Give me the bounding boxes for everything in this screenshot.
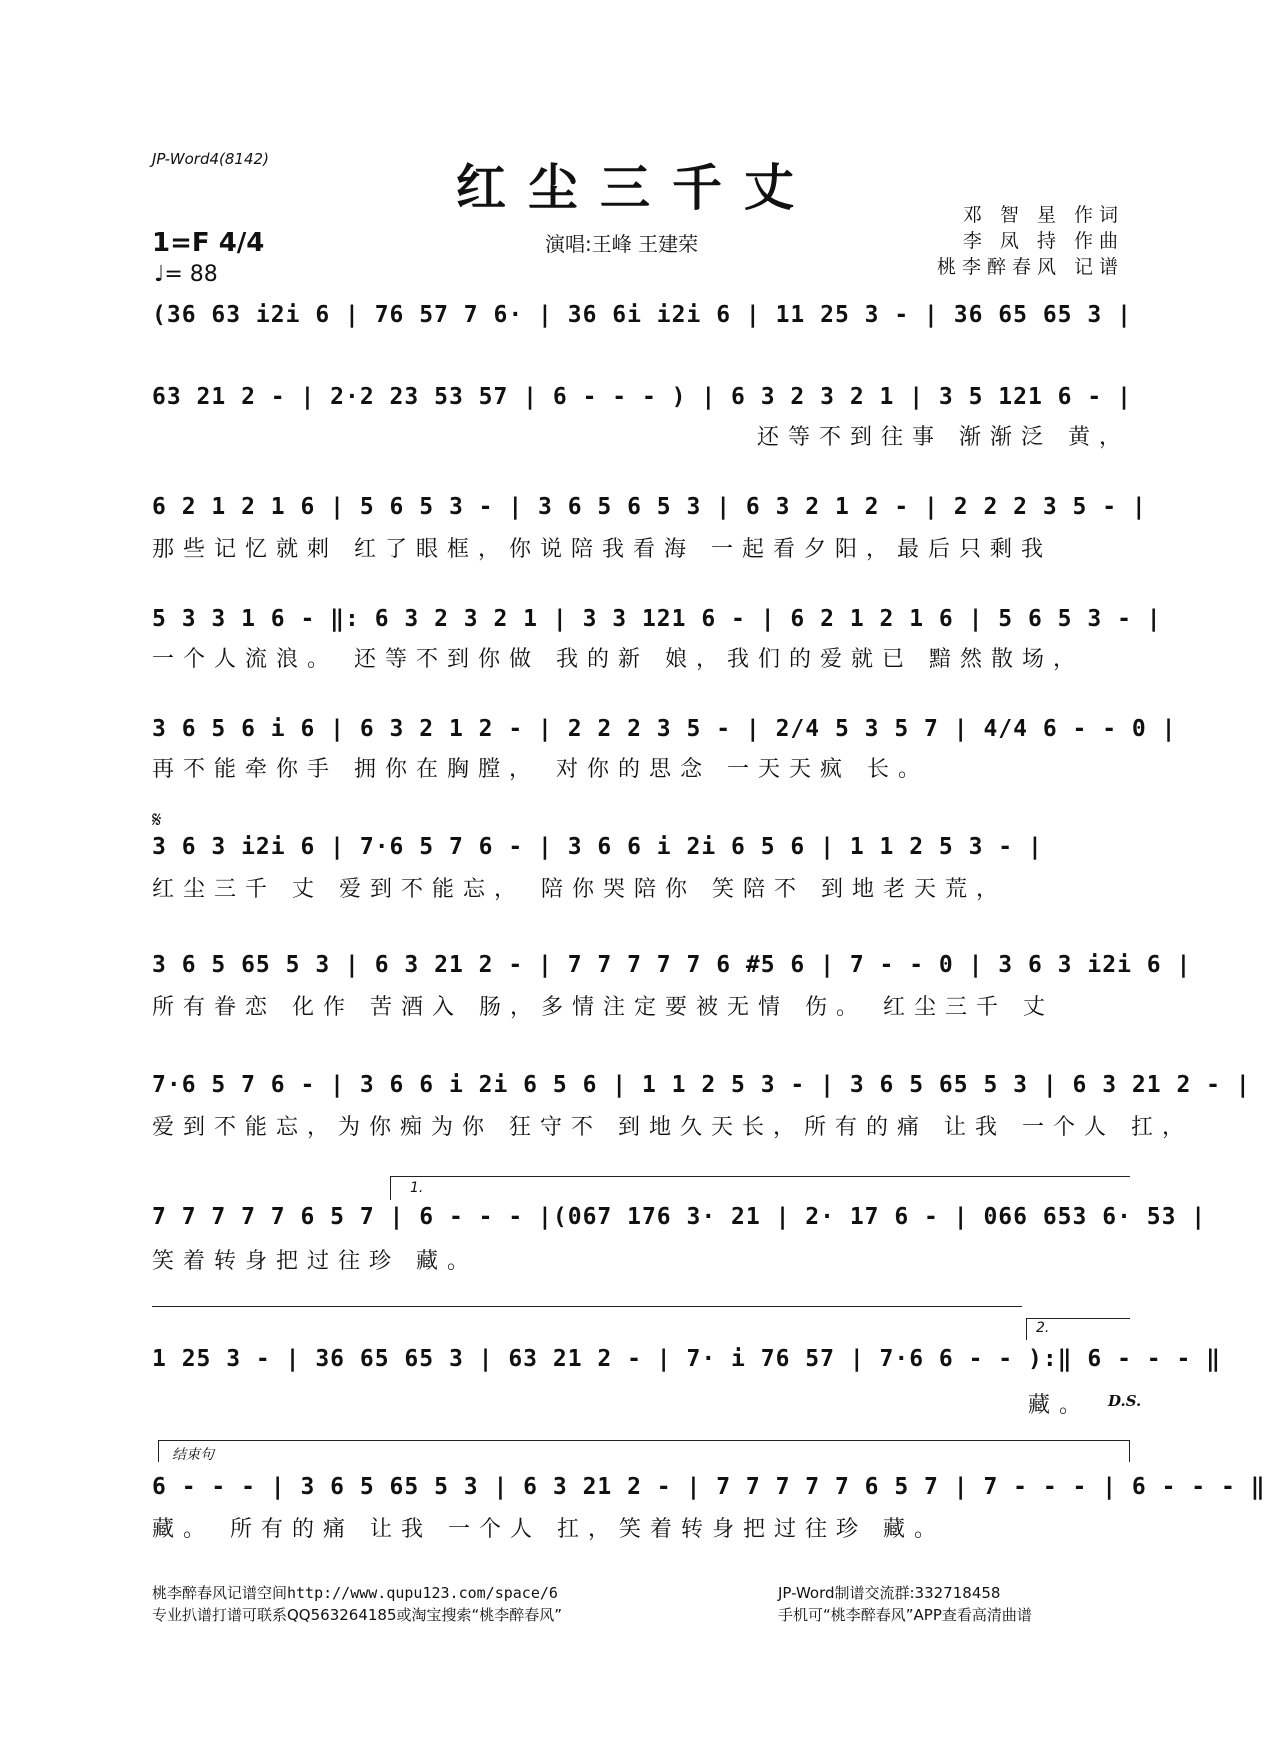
score-line-8-notes: 7·6 5 7 6 - | 3 6 6 i 2i 6 5 6 | 1 1 2 5 3 - | 3 6 5 65 5 3 | 6 3 21 2 - | (152, 1072, 1251, 1098)
volta-1-label: 1. (410, 1180, 424, 1196)
score-line-10-lyrics: 藏。 (1028, 1393, 1091, 1418)
tempo-marking: ♩= 88 (154, 262, 218, 287)
coda-bracket-tick-right (1129, 1440, 1130, 1462)
coda-bracket (158, 1440, 1130, 1441)
score-line-10-notes: 1 25 3 - | 36 65 65 3 | 63 21 2 - | 7· i 76 57 | 7·6 6 - - ):‖ 6 - - - ‖ (152, 1346, 1221, 1372)
segno-sign: 𝄋 (152, 808, 162, 833)
volta-2-label: 2. (1036, 1320, 1050, 1336)
score-line-9-notes: 7 7 7 7 7 6 5 7 | 6 - - - |(067 176 3· 21 | 2· 17 6 - | 066 653 6· 53 | (152, 1204, 1207, 1230)
coda-bracket-tick-left (158, 1440, 159, 1462)
score-line-6-lyrics: 红尘三千 丈 爱到不能忘， 陪你哭陪你 笑陪不 到地老天荒， (152, 877, 1007, 902)
repeat-span-line (152, 1306, 1022, 1307)
score-line-11-lyrics: 藏。 所有的痛 让我 一个人 扛，笑着转身把过往珍 藏。 (152, 1517, 945, 1542)
score-line-7-lyrics: 所有眷恋 化作 苦酒入 肠，多情注定要被无情 伤。 红尘三千 丈 (152, 995, 1054, 1020)
footer-group: JP-Word制谱交流群:332718458 (778, 1584, 1001, 1602)
score-line-5-lyrics: 再不能牵你手 拥你在胸膛， 对你的思念 一天天疯 长。 (152, 757, 929, 782)
score-line-3-notes: 6 2 1 2 1 6 | 5 6 5 3 - | 3 6 5 6 5 3 | 6 3 2 1 2 - | 2 2 2 3 5 - | (152, 494, 1147, 520)
footer-contact: 专业扒谱打谱可联系QQ563264185或淘宝搜索“桃李醉春风” (152, 1606, 563, 1624)
software-version: JP-Word4(8142) (152, 150, 269, 168)
key-signature: 1=F 4/4 (152, 228, 265, 258)
score-line-4-lyrics: 一个人流浪。 还等不到你做 我的新 娘，我们的爱就已 黯然散场， (152, 647, 1084, 672)
volta-2-bracket-tick (1026, 1318, 1027, 1340)
score-line-1-notes: (36 63 i2i 6 | 76 57 7 6· | 36 6i i2i 6 | 11 25 3 - | 36 65 65 3 | (152, 302, 1132, 328)
lyricist-credit: 邓 智 星 作词 (962, 204, 1124, 226)
transcriber-credit: 桃李醉春风 记谱 (936, 256, 1124, 278)
score-line-7-notes: 3 6 5 65 5 3 | 6 3 21 2 - | 7 7 7 7 7 6 #5 6 | 7 - - 0 | 3 6 3 i2i 6 | (152, 952, 1192, 978)
volta-1-bracket-tick (390, 1176, 391, 1200)
score-line-11-notes: 6 - - - | 3 6 5 65 5 3 | 6 3 21 2 - | 7 7 7 7 7 6 5 7 | 7 - - - | 6 - - - ‖ (152, 1474, 1266, 1500)
score-line-4-notes: 5 3 3 1 6 - ‖: 6 3 2 3 2 1 | 3 3 121 6 - | 6 2 1 2 1 6 | 5 6 5 3 - | (152, 606, 1162, 632)
footer-app-note: 手机可“桃李醉春风”APP查看高清曲谱 (778, 1606, 1032, 1624)
score-line-3-lyrics: 那些记忆就刺 红了眼框，你说陪我看海 一起看夕阳，最后只剩我 (152, 537, 1052, 562)
singer-credit: 演唱:王峰 王建荣 (545, 232, 699, 256)
volta-1-bracket (390, 1176, 1130, 1177)
song-title: 红尘三千丈 (456, 158, 816, 217)
dal-segno-marking: D.S. (1108, 1392, 1142, 1410)
coda-label: 结束句 (172, 1447, 214, 1463)
volta-2-bracket (1026, 1318, 1130, 1319)
score-line-5-notes: 3 6 5 6 i 6 | 6 3 2 1 2 - | 2 2 2 3 5 - | 2/4 5 3 5 7 | 4/4 6 - - 0 | (152, 716, 1177, 742)
composer-credit: 李 凤 持 作曲 (962, 230, 1124, 252)
score-line-8-lyrics: 爱到不能忘，为你痴为你 狂守不 到地久天长，所有的痛 让我 一个人 扛， (152, 1115, 1193, 1140)
score-line-9-lyrics: 笑着转身把过往珍 藏。 (152, 1249, 478, 1274)
footer-website: 桃李醉春风记谱空间http://www.qupu123.com/space/6 (152, 1584, 558, 1602)
score-line-6-notes: 3 6 3 i2i 6 | 7·6 5 7 6 - | 3 6 6 i 2i 6 5 6 | 1 1 2 5 3 - | (152, 834, 1043, 860)
score-line-2-lyrics: 还等不到往事 渐渐泛 黄， (757, 425, 1130, 450)
score-line-2-notes: 63 21 2 - | 2·2 23 53 57 | 6 - - - ) | 6 3 2 3 2 1 | 3 5 121 6 - | (152, 384, 1132, 410)
